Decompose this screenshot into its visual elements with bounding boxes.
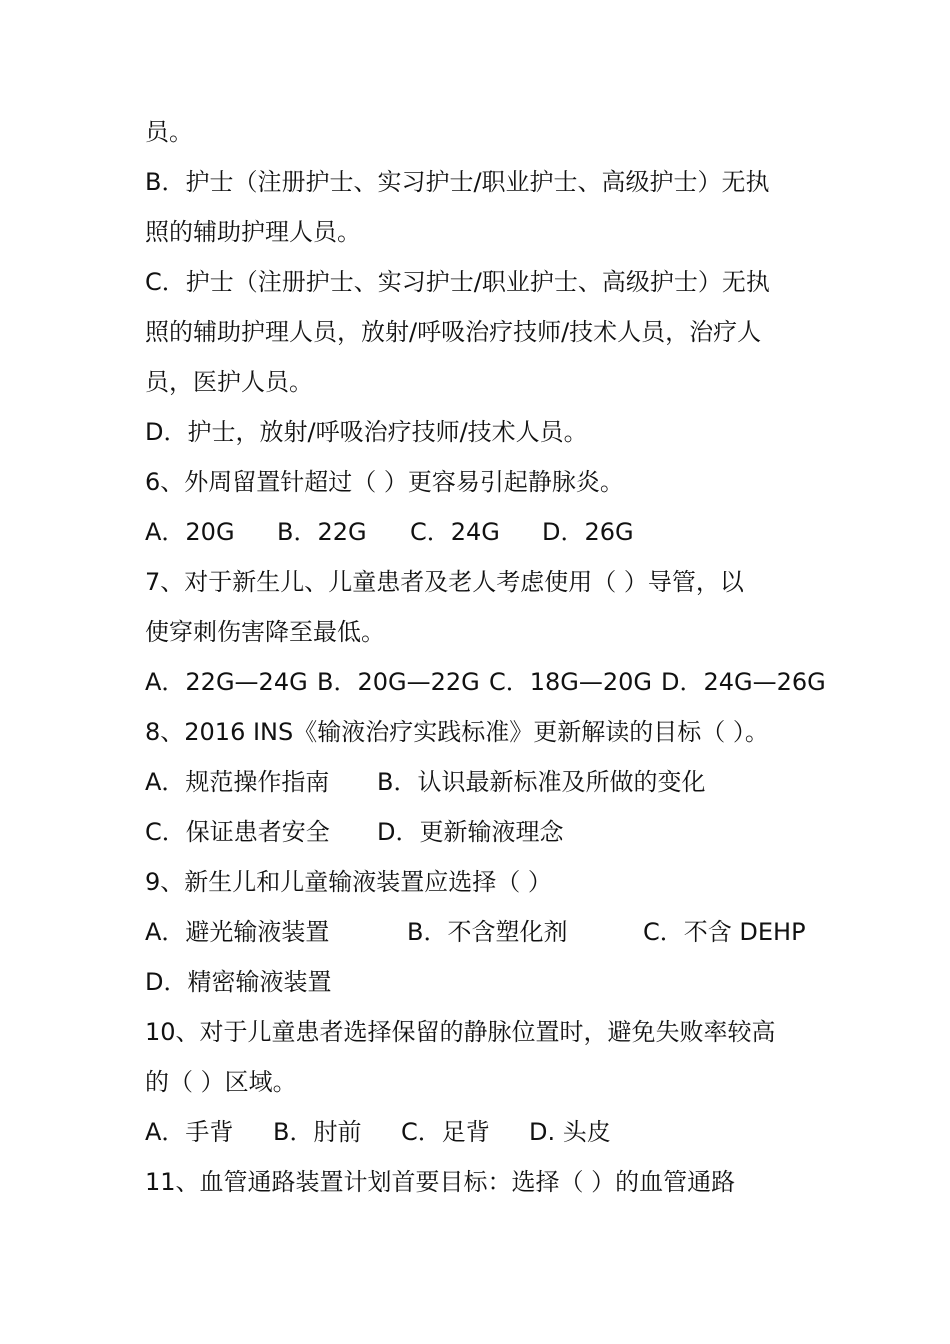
question-10: 10、对于儿童患者选择保留的静脉位置时，避免失败率较高 <box>145 1018 776 1046</box>
option-b: B．认识最新标准及所做的变化 <box>377 768 706 796</box>
question-7-options <box>145 666 826 698</box>
option-d-line: D．护士，放射/呼吸治疗技师/技术人员。 <box>145 418 588 446</box>
option-c: C．不含 DEHP <box>643 918 806 946</box>
question-7: 7、对于新生儿、儿童患者及老人考虑使用（ ）导管，以 <box>145 568 744 596</box>
question-9-options <box>145 916 806 948</box>
option-a: A．20G <box>145 518 235 546</box>
question-10-options <box>145 1116 611 1148</box>
question-9: 9、新生儿和儿童输液装置应选择（ ） <box>145 868 552 896</box>
text-line: 使穿刺伤害降至最低。 <box>145 618 385 646</box>
text-line: 员。 <box>145 118 193 146</box>
question-8: 8、2016 INS《输液治疗实践标准》更新解读的目标（ ）。 <box>145 718 769 746</box>
question-6: 6、外周留置针超过（ ）更容易引起静脉炎。 <box>145 468 624 496</box>
option-c: C．24G <box>410 518 500 546</box>
option-a: A．避光输液装置 <box>145 918 330 946</box>
option-c: C．足背 <box>401 1118 490 1146</box>
text-line: 的（ ）区域。 <box>145 1068 297 1096</box>
option-d: D．26G <box>542 518 634 546</box>
option-b: B．22G <box>277 518 367 546</box>
text-line: 照的辅助护理人员，放射/呼吸治疗技师/技术人员，治疗人 <box>145 318 762 346</box>
option-d-line: D．精密输液装置 <box>145 968 332 996</box>
text-line: 照的辅助护理人员。 <box>145 218 361 246</box>
option-c: C．18G—20G <box>489 668 653 696</box>
question-8-options-row1 <box>145 766 705 798</box>
option-a: A．22G—24G <box>145 668 308 696</box>
option-b-line: B．护士（注册护士、实习护士/职业护士、高级护士）无执 <box>145 168 770 196</box>
option-a: A．手背 <box>145 1118 234 1146</box>
option-d: D．24G—26G <box>661 668 826 696</box>
option-c: C．保证患者安全 <box>145 818 330 846</box>
option-c-line: C．护士（注册护士、实习护士/职业护士、高级护士）无执 <box>145 268 770 296</box>
option-b: B．不含塑化剂 <box>407 918 568 946</box>
option-a: A．规范操作指南 <box>145 768 330 796</box>
option-d: D. 头皮 <box>529 1118 611 1146</box>
option-b: B．肘前 <box>273 1118 362 1146</box>
option-b: B．20G—22G <box>317 668 480 696</box>
question-6-options <box>145 516 634 548</box>
option-d: D．更新输液理念 <box>377 818 564 846</box>
question-11: 11、血管通路装置计划首要目标：选择（ ）的血管通路 <box>145 1168 736 1196</box>
question-8-options-row2 <box>145 816 563 848</box>
text-line: 员，医护人员。 <box>145 368 313 396</box>
